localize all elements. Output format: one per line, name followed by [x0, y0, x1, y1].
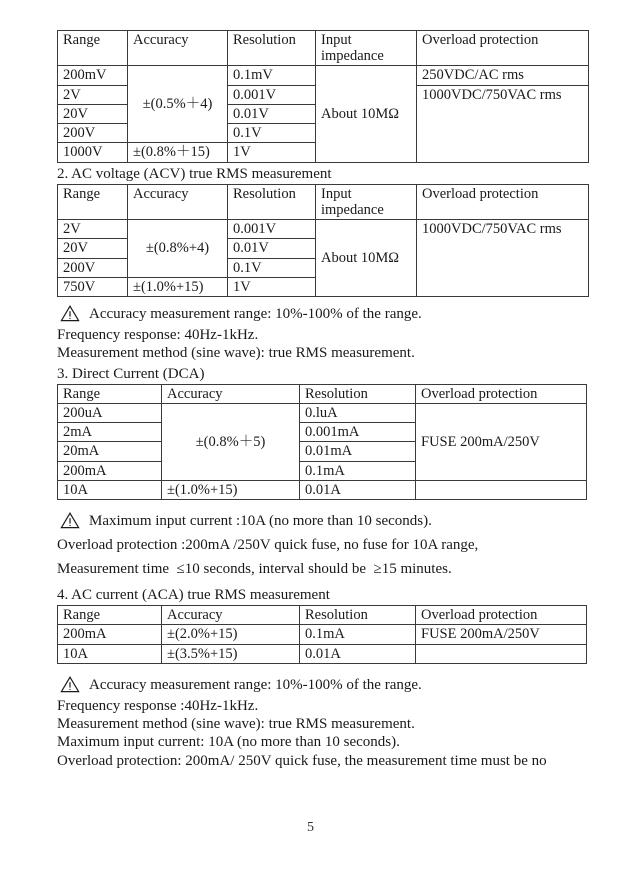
- cell-accuracy-main: ±(0.8%＋5): [162, 403, 300, 480]
- cell-range: 200mV: [58, 66, 128, 85]
- page-number: 5: [307, 820, 314, 835]
- table-row: [58, 403, 587, 422]
- warning-triangle-icon: [60, 305, 80, 322]
- table-header-row: [58, 384, 587, 403]
- cell-range: 200mA: [58, 625, 162, 644]
- section-3-warning-note: [57, 511, 588, 530]
- cell-overload-last: [416, 480, 587, 499]
- column-header-input-impedance: Input impedance: [316, 184, 417, 219]
- column-header-resolution: Resolution: [300, 606, 416, 625]
- column-header-range: Range: [58, 384, 162, 403]
- cell-resolution: 0.001V: [228, 85, 316, 104]
- cell-range: 200V: [58, 124, 128, 143]
- cell-range: 10A: [58, 644, 162, 663]
- warning-note-text: Accuracy measurement range: 10%-100% of the range.: [89, 676, 422, 693]
- cell-overload-rest: 1000VDC/750VAC rms: [417, 85, 589, 162]
- cell-input-impedance: About 10MΩ: [316, 220, 417, 297]
- cell-accuracy-main: ±(0.8%+4): [128, 220, 228, 278]
- cell-accuracy-last: ±(1.0%+15): [128, 277, 228, 296]
- warning-triangle-icon: [60, 512, 80, 529]
- column-header-range: Range: [58, 31, 128, 66]
- cell-resolution: 0.luA: [300, 403, 416, 422]
- cell-overload-first: 250VDC/AC rms: [417, 66, 589, 85]
- table-row: [58, 625, 587, 644]
- column-header-accuracy: Accuracy: [162, 606, 300, 625]
- cell-resolution: 0.1V: [228, 258, 316, 277]
- cell-accuracy-last: ±(1.0%+15): [162, 480, 300, 499]
- ac-voltage-table: [57, 184, 589, 297]
- warning-note-text: Maximum input current :10A (no more than 10 seconds).: [89, 513, 432, 530]
- cell-range: 200mA: [58, 461, 162, 480]
- cell-accuracy: ±(2.0%+15): [162, 625, 300, 644]
- table-row: [58, 480, 587, 499]
- column-header-resolution: Resolution: [228, 31, 316, 66]
- cell-overload: [416, 644, 587, 663]
- cell-input-impedance: About 10MΩ: [316, 66, 417, 162]
- table-row: [58, 644, 587, 663]
- cell-range: 1000V: [58, 143, 128, 162]
- cell-resolution: 0.01A: [300, 480, 416, 499]
- cell-range: 2V: [58, 220, 128, 239]
- cell-range: 200V: [58, 258, 128, 277]
- dc-voltage-table: [57, 30, 589, 163]
- cell-resolution: 0.01A: [300, 644, 416, 663]
- table-header-row: [58, 184, 589, 219]
- cell-resolution: 0.01V: [228, 239, 316, 258]
- table-row: [58, 220, 589, 239]
- warning-note-text: Accuracy measurement range: 10%-100% of the range.: [89, 306, 422, 323]
- ac-current-table: [57, 605, 587, 664]
- cell-overload: FUSE 200mA/250V: [416, 625, 587, 644]
- table-header-row: [58, 31, 589, 66]
- section-4-note-4: Overload protection: 200mA/ 250V quick fuse, the measurement time must be no: [57, 752, 547, 769]
- cell-resolution: 0.01V: [228, 104, 316, 123]
- cell-resolution: 0.001V: [228, 220, 316, 239]
- cell-overload: 1000VDC/750VAC rms: [417, 220, 589, 297]
- section-2-warning-note: [57, 304, 588, 323]
- column-header-overload-protection: Overload protection: [417, 184, 589, 219]
- section-2-caption: 2. AC voltage (ACV) true RMS measurement: [57, 165, 332, 182]
- cell-resolution: 0.01mA: [300, 442, 416, 461]
- section-2-note-1: Frequency response: 40Hz-1kHz.: [57, 327, 259, 344]
- column-header-overload-protection: Overload protection: [416, 384, 587, 403]
- cell-range: 2V: [58, 85, 128, 104]
- column-header-input-impedance: Input impedance: [316, 31, 417, 66]
- cell-range: 20V: [58, 239, 128, 258]
- section-3-note-1: Overload protection :200mA /250V quick fuse, no fuse for 10A range,: [57, 537, 479, 554]
- column-header-range: Range: [58, 184, 128, 219]
- column-header-resolution: Resolution: [228, 184, 316, 219]
- table-row: [58, 66, 589, 85]
- section-4-warning-note: [57, 675, 588, 694]
- column-header-accuracy: Accuracy: [128, 31, 228, 66]
- cell-range: 200uA: [58, 403, 162, 422]
- cell-resolution: 1V: [228, 277, 316, 296]
- column-header-overload-protection: Overload protection: [417, 31, 589, 66]
- section-4-note-1: Frequency response :40Hz-1kHz.: [57, 697, 259, 714]
- section-4-caption: 4. AC current (ACA) true RMS measurement: [57, 587, 330, 604]
- cell-resolution: 0.1mA: [300, 461, 416, 480]
- cell-range: 10A: [58, 480, 162, 499]
- cell-accuracy-last: ±(0.8%＋15): [128, 143, 228, 162]
- dc-current-table: [57, 384, 587, 500]
- section-3-note-2: Measurement time ≤10 seconds, interval should be ≥15 minutes.: [57, 561, 452, 578]
- column-header-range: Range: [58, 606, 162, 625]
- cell-resolution: 0.1V: [228, 124, 316, 143]
- table-header-row: [58, 606, 587, 625]
- column-header-accuracy: Accuracy: [128, 184, 228, 219]
- cell-range: 750V: [58, 277, 128, 296]
- column-header-resolution: Resolution: [300, 384, 416, 403]
- section-4-note-3: Maximum input current: 10A (no more than 10 seconds).: [57, 734, 400, 751]
- section-4-note-2: Measurement method (sine wave): true RMS measurement.: [57, 716, 415, 733]
- cell-resolution: 0.1mV: [228, 66, 316, 85]
- column-header-overload-protection: Overload protection: [416, 606, 587, 625]
- cell-resolution: 0.1mA: [300, 625, 416, 644]
- cell-resolution: 1V: [228, 143, 316, 162]
- cell-range: 20V: [58, 104, 128, 123]
- cell-range: 2mA: [58, 423, 162, 442]
- cell-range: 20mA: [58, 442, 162, 461]
- cell-overload: FUSE 200mA/250V: [416, 403, 587, 480]
- warning-triangle-icon: [60, 676, 80, 693]
- section-3-caption: 3. Direct Current (DCA): [57, 365, 205, 382]
- section-2-note-2: Measurement method (sine wave): true RMS measurement.: [57, 345, 415, 362]
- cell-accuracy-main: ±(0.5%＋4): [128, 66, 228, 143]
- cell-accuracy: ±(3.5%+15): [162, 644, 300, 663]
- cell-resolution: 0.001mA: [300, 423, 416, 442]
- column-header-accuracy: Accuracy: [162, 384, 300, 403]
